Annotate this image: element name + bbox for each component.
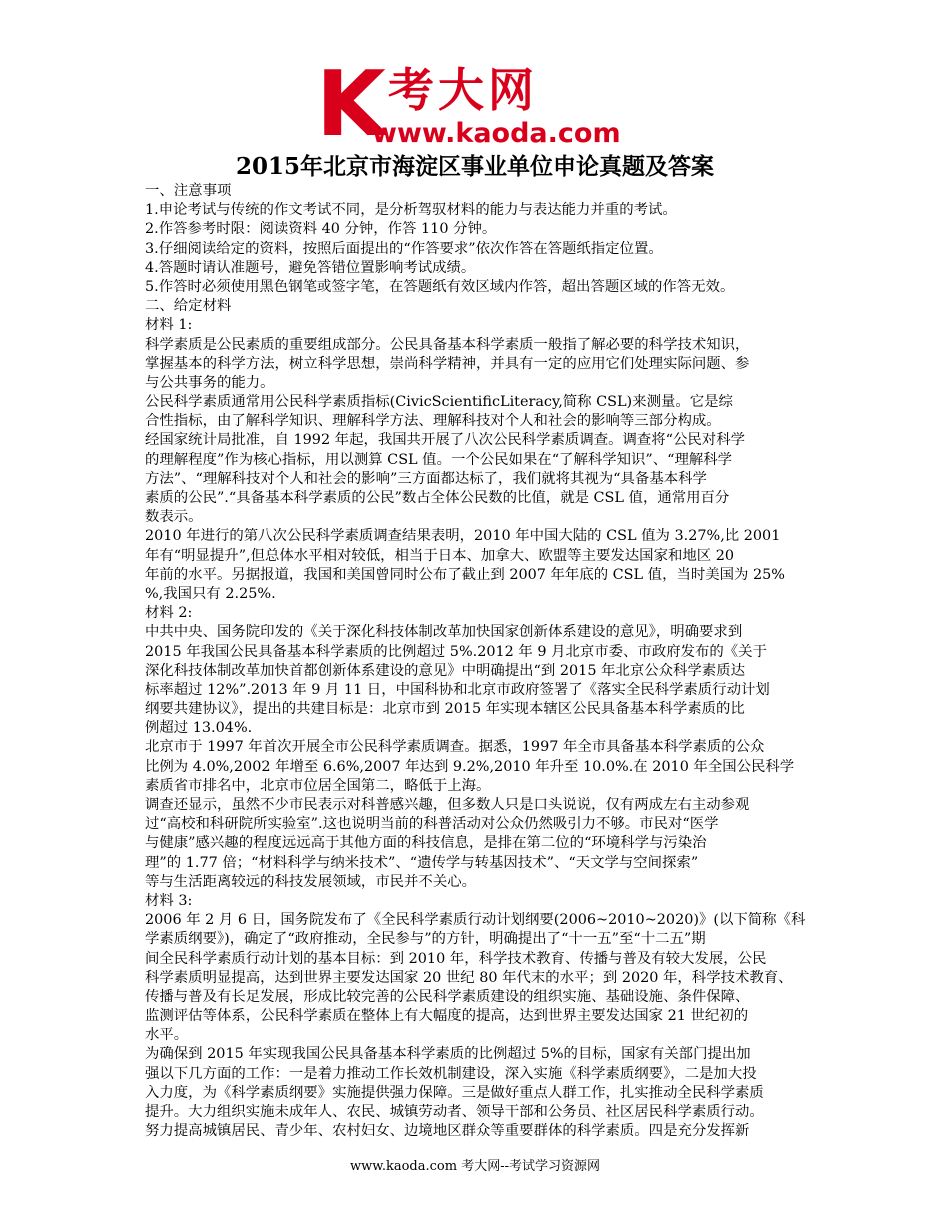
text-line: 北京市于 1997 年首次开展全市公民科学素质调查。据悉，1997 年全市具备基本科学素质的公众 xyxy=(145,739,765,756)
text-line: 科学素质是公民素质的重要组成部分。公民具备基本科学素质一般指了解必要的科学技术知识， xyxy=(145,336,750,353)
text-line: 数表示。 xyxy=(145,509,203,526)
text-line: 与公共事务的能力。 xyxy=(145,374,275,391)
text-line: 理”的 1.77 倍；“材料科学与纳米技术”、“遗传学与转基因技术”、“天文学与空间探索” xyxy=(145,854,699,871)
text-line: 2015 年我国公民具备基本科学素质的比例超过 5%.2012 年 9 月北京市委、市政府发布的《关于 xyxy=(145,643,767,660)
text-line: 调查还显示，虽然不少市民表示对科普感兴趣，但多数人只是口头说说，仅有两成左右主动参观 xyxy=(145,797,750,813)
text-line: 科学素质明显提高，达到世界主要发达国家 20 世纪 80 年代末的水平；到 2020 年，科学技术教育、 xyxy=(145,969,793,986)
text-line: 学素质纲要》)，确定了“政府推动，全民参与”的方针，明确提出了“十一五”至“十二五”期 xyxy=(145,931,706,948)
text-line: 公民科学素质通常用公民科学素质指标(CivicScientificLiteracy,简称 CSL)来测量。它是综 xyxy=(145,394,733,411)
text-line: 素质的公民”.“具备基本科学素质的公民”数占全体公民数的比值，就是 CSL 值，通常用百分 xyxy=(145,490,730,506)
text-line: 提升。大力组织实施未成年人、农民、城镇劳动者、领导干部和公务员、社区居民科学素质行动。 xyxy=(145,1104,764,1120)
text-line: 方法”、“理解科技对个人和社会的影响”三方面都达标了，我们就将其视为“具备基本科学 xyxy=(145,470,707,487)
text-line: 年有“明显提升”,但总体水平相对较低，相当于日本、加拿大、欧盟等主要发达国家和地区 20 xyxy=(145,547,735,564)
text-line: 中共中央、国务院印发的《关于深化科技体制改革加快国家创新体系建设的意见》，明确要求到 xyxy=(145,624,743,641)
text-line: 年前的水平。另据报道，我国和美国曾同时公布了截止到 2007 年年底的 CSL 值，当时美国为 25% xyxy=(145,566,785,583)
text-line: 1.申论考试与传统的作文考试不同，是分析驾驭材料的能力与表达能力并重的考试。 xyxy=(145,202,677,219)
text-line: 监测评估等体系，公民科学素质在整体上有大幅度的提高，达到世界主要发达国家 21 世纪初的 xyxy=(145,1008,749,1025)
text-line: 为确保到 2015 年实现我国公民具备基本科学素质的比例超过 5%的目标，国家有关部门提出加 xyxy=(145,1046,751,1063)
text-line: 纲要共建协议》，提出的共建目标是：北京市到 2015 年实现本辖区公民具备基本科学素质的比 xyxy=(145,701,745,718)
text-line: 例超过 13.04%. xyxy=(145,720,253,737)
text-line: 间全民科学素质行动计划的基本目标：到 2010 年，科学技术教育、传播与普及有较大发展，公民 xyxy=(145,950,767,967)
text-line: 过“高校和科研院所实验室”.这也说明当前的科普活动对公众仍然吸引力不够。市民对“医学 xyxy=(145,816,719,833)
text-line: 2.作答参考时限：阅读资料 40 分钟，作答 110 分钟。 xyxy=(145,221,497,238)
text-line: 传播与普及有长足发展，形成比较完善的公民科学素质建设的组织实施、基础设施、条件保障、 xyxy=(145,988,750,1005)
page-footer: www.kaoda.com 考大网--考试学习资源网 xyxy=(350,1159,600,1174)
text-line: 二、给定材料 xyxy=(145,298,232,315)
text-line: 深化科技体制改革加快首都创新体系建设的意见》中明确提出“到 2015 年北京公众科学素质达 xyxy=(145,662,745,679)
text-line: 标率超过 12%”.2013 年 9 月 11 日，中国科协和北京市政府签署了《落实全民科学素质行动计划 xyxy=(145,681,770,698)
text-line: 掌握基本的科学方法，树立科学思想，崇尚科学精神，并具有一定的应用它们处理实际问题、参 xyxy=(145,355,750,372)
text-line: 素质省市排名中，北京市位居全国第二，略低于上海。 xyxy=(145,777,491,794)
logo-url: www.kaoda.com xyxy=(372,118,621,149)
text-line: 材料 3: xyxy=(145,892,193,909)
text-line: 强以下几方面的工作：一是着力推动工作长效机制建设，深入实施《科学素质纲要》，二是加大投 xyxy=(145,1065,757,1082)
text-line: 经国家统计局批准，自 1992 年起，我国共开展了八次公民科学素质调查。调查将“公民对科学 xyxy=(145,432,745,449)
text-line: 的理解程度”作为核心指标，用以测算 CSL 值。一个公民如果在“了解科学知识”、“理解科学 xyxy=(145,451,733,468)
text-line: 3.仔细阅读给定的资料，按照后面提出的“作答要求”依次作答在答题纸指定位置。 xyxy=(145,240,663,257)
text-line: 一、注意事项 xyxy=(145,183,232,199)
text-line: 与健康”感兴趣的程度远远高于其他方面的科技信息，是排在第二位的“环境科学与污染治 xyxy=(145,835,707,852)
text-line: 入力度，为《科学素质纲要》实施提供强力保障。三是做好重点人群工作，扎实推动全民科学素质 xyxy=(145,1084,764,1101)
text-line: 努力提高城镇居民、青少年、农村妇女、边境地区群众等重要群体的科学素质。四是充分发挥新 xyxy=(145,1123,750,1140)
text-line: 材料 2: xyxy=(145,605,193,622)
document-title: 2015年北京市海淀区事业单位申论真题及答案 xyxy=(235,153,714,180)
logo-k-mark: K xyxy=(316,52,382,157)
text-line: 材料 1: xyxy=(145,317,193,334)
text-line: 5.作答时必须使用黑色钢笔或签字笔，在答题纸有效区域内作答，超出答题区域的作答无效。 xyxy=(145,278,735,295)
text-line: 合性指标，由了解科学知识、理解科学方法、理解科技对个人和社会的影响等三部分构成。 xyxy=(145,413,721,430)
text-line: 等与生活距离较远的科技发展领域，市民并不关心。 xyxy=(145,873,476,890)
text-line: 水平。 xyxy=(145,1027,189,1044)
text-line: 比例为 4.0%,2002 年增至 6.6%,2007 年达到 9.2%,2010 年升至 10.0%.在 2010 年全国公民科学 xyxy=(145,758,795,775)
logo-chinese-name: 考大网 xyxy=(388,63,538,117)
text-line: 4.答题时请认准题号，避免答错位置影响考试成绩。 xyxy=(145,259,476,276)
document-body xyxy=(145,182,817,1141)
text-line: 2006 年 2 月 6 日，国务院发布了《全民科学素质行动计划纲要(2006~2010~2020)》(以下简称《科 xyxy=(145,912,806,929)
text-line: 2010 年进行的第八次公民科学素质调查结果表明，2010 年中国大陆的 CSL 值为 3.27%,比 2001 xyxy=(145,528,781,545)
kaoda-logo xyxy=(316,52,636,157)
text-line: %,我国只有 2.25%. xyxy=(145,585,276,602)
